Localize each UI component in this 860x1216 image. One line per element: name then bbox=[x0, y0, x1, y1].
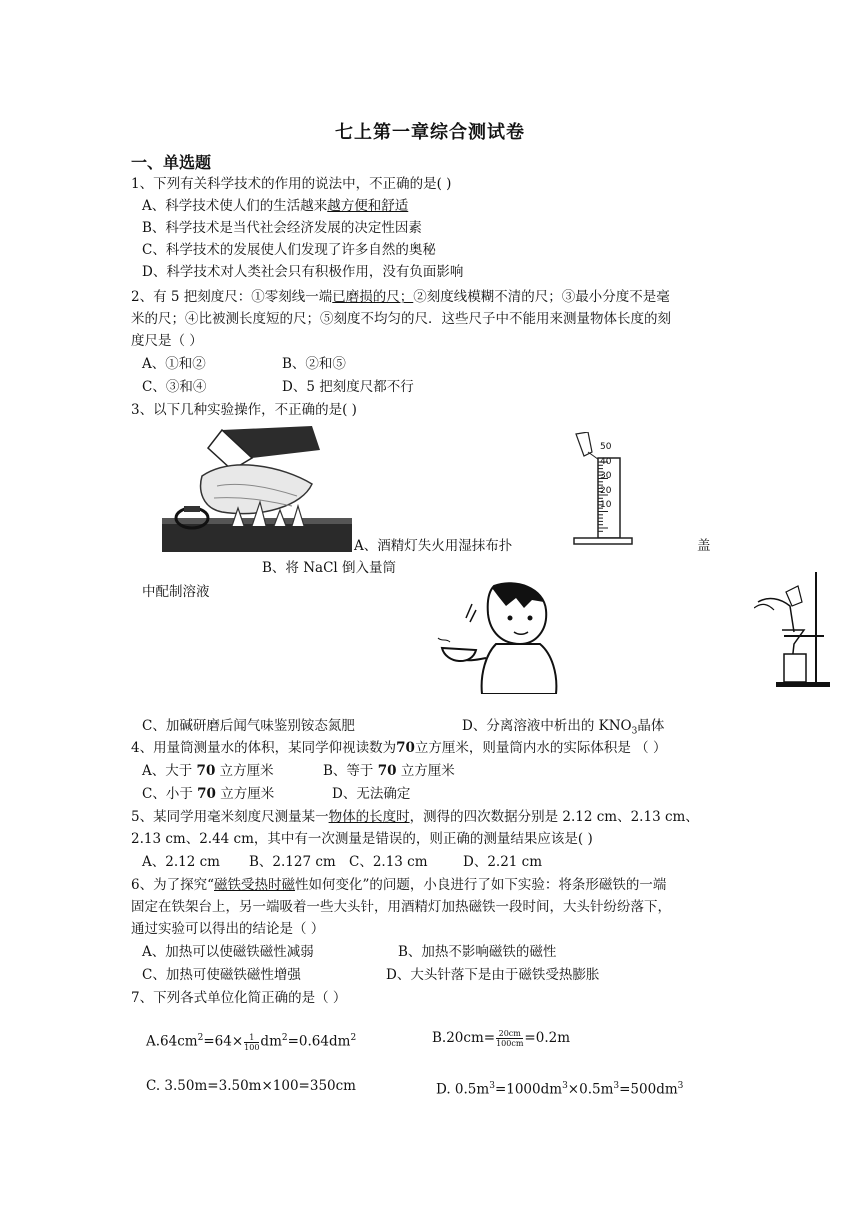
q1-option-d: D、科学技术对人类社会只有积极作用，没有负面影响 bbox=[142, 264, 464, 280]
q1-stem: 1、下列有关科学技术的作用的说法中，不正确的是( ) bbox=[131, 176, 452, 192]
tick-label: 40 bbox=[600, 456, 612, 467]
q7-option-d: D. $0.5m^3=1000dm^3\times 0.5m^3=500dm^3$ bbox=[436, 1081, 684, 1098]
q6-option-c: C、加热可使磁铁磁性增强 bbox=[142, 967, 301, 983]
q7-option-c: C. 3.50m=3.50m×100=350cm bbox=[146, 1078, 356, 1094]
q3-option-a: A、酒精灯失火用湿抹布扑 bbox=[354, 538, 513, 554]
q7-stem: 7、下列各式单位化简正确的是（ ） bbox=[131, 990, 347, 1006]
section-heading: 一、单选题 bbox=[131, 153, 212, 172]
q3-stem: 3、以下几种实验操作，不正确的是( ) bbox=[131, 402, 357, 418]
q2-option-c: C、③和④ bbox=[142, 379, 207, 395]
q6-stem-line1: 6、为了探究“磁铁受热时磁性如何变化”的问题，小良进行了如下实验：将条形磁铁的一端 bbox=[131, 877, 667, 893]
tick-label: 30 bbox=[600, 471, 612, 481]
q6-stem-line2: 固定在铁架台上，另一端吸着一些大头针，用酒精灯加热磁铁一段时间，大头针纷纷落下， bbox=[131, 899, 671, 915]
filtration-illustration bbox=[754, 572, 830, 688]
q2-stem-line3: 度尺是（ ） bbox=[131, 333, 203, 349]
q5-option-d: D、2.21 cm bbox=[463, 854, 543, 870]
q5-option-b: B、2.127 cm bbox=[249, 854, 336, 870]
q4-option-b: B、等于 70 立方厘米 bbox=[323, 763, 455, 779]
q7-option-b: B.20cm= $\frac{20cm}{100cm}$ =0.2m bbox=[432, 1029, 571, 1048]
q6-option-b: B、加热不影响磁铁的磁性 bbox=[398, 944, 557, 960]
q4-option-d: D、无法确定 bbox=[332, 786, 411, 802]
cylinder-tick-labels bbox=[600, 440, 611, 513]
q5-stem-line2: 2.13 cm、2.44 cm，其中有一次测量是错误的，则正确的测量结果应该是( ) bbox=[131, 831, 593, 847]
boy-smelling-illustration bbox=[436, 578, 562, 694]
page-title: 七上第一章综合测试卷 bbox=[335, 122, 525, 143]
q1-option-a: A、科学技术使人们的生活越来越方便和舒适 bbox=[142, 198, 409, 214]
q6-option-d: D、大头针落下是由于磁铁受热膨胀 bbox=[386, 967, 600, 983]
q2-option-a: A、①和② bbox=[142, 356, 206, 372]
q1-option-c: C、科学技术的发展使人们发现了许多自然的奥秘 bbox=[142, 242, 436, 258]
q4-option-a: A、大于 70 立方厘米 bbox=[142, 763, 274, 779]
fraction: $\frac{1}{100}$ bbox=[244, 1032, 260, 1052]
q2-stem-line2: 米的尺；④比被测长度短的尺；⑤刻度不均匀的尺．这些尺子中不能用来测量物体长度的刻 bbox=[131, 311, 671, 327]
fraction: $\frac{20cm}{100cm}$ bbox=[496, 1029, 524, 1048]
tick-label: 10 bbox=[600, 500, 612, 510]
tick-label: 20 bbox=[600, 485, 612, 496]
q3-option-a-cont: 盖 bbox=[697, 538, 711, 554]
q5-option-a: A、2.12 cm bbox=[142, 854, 220, 870]
q7-option-a: $A.64cm^2=64\times$ $\frac{1}{100}$ $dm^2=0.64dm^2$ bbox=[146, 1032, 357, 1052]
q2-stem-line1: 2、有 5 把刻度尺：①零刻线一端已磨损的尺；②刻度线模糊不清的尺；③最小分度不是毫 bbox=[131, 289, 670, 305]
q3-option-b-cont: 中配制溶液 bbox=[142, 584, 210, 600]
q3-option-c: C、加碱研磨后闻气味鉴别铵态氮肥 bbox=[142, 718, 355, 734]
q6-stem-line3: 通过实验可以得出的结论是（ ） bbox=[131, 921, 325, 937]
q6-option-a: A、加热可以使磁铁磁性减弱 bbox=[142, 944, 314, 960]
q5-option-c: C、2.13 cm bbox=[349, 854, 428, 870]
alcohol-fire-illustration bbox=[162, 426, 352, 552]
q4-option-c: C、小于 70 立方厘米 bbox=[142, 786, 275, 802]
q5-stem-line1: 5、某同学用毫米刻度尺测量某一物体的长度时，测得的四次数据分别是 2.12 cm、2.13 cm、 bbox=[131, 809, 699, 825]
q1-option-b: B、科学技术是当代社会经济发展的决定性因素 bbox=[142, 220, 422, 236]
q4-stem: 4、用量筒测量水的体积，某同学仰视读数为70立方厘米，则量筒内水的实际体积是 （ ） bbox=[131, 740, 667, 756]
q2-option-b: B、②和⑤ bbox=[282, 356, 346, 372]
q3-option-b: B、将 NaCl 倒入量筒 bbox=[262, 560, 397, 576]
q2-option-d: D、5 把刻度尺都不行 bbox=[282, 379, 414, 395]
q3-option-d: D、分离溶液中析出的 $KNO_3$晶体 bbox=[462, 718, 665, 737]
tick-label: 50 bbox=[600, 442, 612, 452]
